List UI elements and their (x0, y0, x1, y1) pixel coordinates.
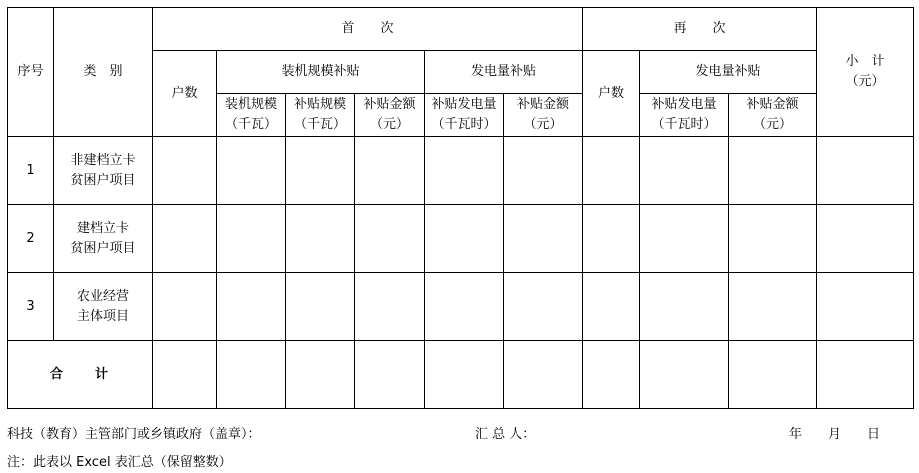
table-row (8, 273, 914, 341)
data-cell[interactable] (729, 205, 817, 273)
data-cell[interactable] (425, 205, 504, 273)
header-first-households: 户数 (153, 51, 217, 137)
total-cell[interactable] (425, 341, 504, 409)
data-cell[interactable] (583, 273, 640, 341)
header-again-power-subsidy-amount: 补贴金额 （元） (729, 94, 817, 137)
total-cell[interactable] (817, 341, 914, 409)
data-cell[interactable] (153, 137, 217, 205)
header-first: 首 次 (153, 8, 583, 51)
footer-date: 年 月 日 (789, 427, 881, 442)
data-cell[interactable] (286, 205, 355, 273)
header-category: 类 别 (54, 8, 153, 137)
data-cell[interactable] (504, 273, 583, 341)
header-seq: 序号 (8, 8, 54, 137)
header-first-power-subsidy-amount: 补贴金额 （元） (504, 94, 583, 137)
data-cell[interactable] (153, 273, 217, 341)
row-category: 农业经营 主体项目 (54, 273, 153, 341)
data-cell[interactable] (817, 137, 914, 205)
total-cell[interactable] (729, 341, 817, 409)
data-cell[interactable] (425, 273, 504, 341)
data-cell[interactable] (286, 273, 355, 341)
row-seq: 2 (8, 205, 54, 273)
footer-dept-seal: 科技（教育）主管部门或乡镇政府（盖章）： (7, 427, 261, 442)
header-again-power-subsidy: 发电量补贴 (640, 51, 817, 94)
data-cell[interactable] (217, 273, 286, 341)
data-cell[interactable] (217, 137, 286, 205)
data-cell[interactable] (583, 137, 640, 205)
total-cell[interactable] (504, 341, 583, 409)
table-row (8, 205, 914, 273)
data-cell[interactable] (217, 205, 286, 273)
row-category: 非建档立卡 贫困户项目 (54, 137, 153, 205)
header-first-power-subsidy: 发电量补贴 (425, 51, 583, 94)
total-cell[interactable] (355, 341, 425, 409)
data-cell[interactable] (355, 273, 425, 341)
row-seq: 1 (8, 137, 54, 205)
data-cell[interactable] (504, 137, 583, 205)
total-cell[interactable] (153, 341, 217, 409)
header-install-subsidy-amount: 补贴金额 （元） (355, 94, 425, 137)
data-cell[interactable] (355, 205, 425, 273)
data-cell[interactable] (640, 137, 729, 205)
total-cell[interactable] (286, 341, 355, 409)
header-again-households: 户数 (583, 51, 640, 137)
table-row (8, 137, 914, 205)
header-installed-capacity: 装机规模 （千瓦） (217, 94, 286, 137)
header-subtotal: 小 计 （元） (817, 8, 914, 137)
total-cell[interactable] (640, 341, 729, 409)
data-cell[interactable] (425, 137, 504, 205)
row-category: 建档立卡 贫困户项目 (54, 205, 153, 273)
subsidy-summary-table (7, 7, 914, 409)
header-first-subsidized-power: 补贴发电量 （千瓦时） (425, 94, 504, 137)
footer-note: 注：此表以 Excel 表汇总（保留整数） (7, 455, 232, 470)
header-subsidized-capacity: 补贴规模 （千瓦） (286, 94, 355, 137)
header-again: 再 次 (583, 8, 817, 51)
total-cell[interactable] (217, 341, 286, 409)
data-cell[interactable] (817, 273, 914, 341)
total-label: 合 计 (8, 341, 153, 409)
header-install-subsidy: 装机规模补贴 (217, 51, 425, 94)
footer-summarizer: 汇 总 人： (475, 427, 536, 442)
data-cell[interactable] (729, 273, 817, 341)
data-cell[interactable] (153, 205, 217, 273)
data-cell[interactable] (355, 137, 425, 205)
total-row (8, 341, 914, 409)
data-cell[interactable] (640, 205, 729, 273)
total-cell[interactable] (583, 341, 640, 409)
data-cell[interactable] (504, 205, 583, 273)
data-cell[interactable] (286, 137, 355, 205)
data-cell[interactable] (817, 205, 914, 273)
data-cell[interactable] (583, 205, 640, 273)
data-cell[interactable] (640, 273, 729, 341)
row-seq: 3 (8, 273, 54, 341)
data-cell[interactable] (729, 137, 817, 205)
header-again-subsidized-power: 补贴发电量 （千瓦时） (640, 94, 729, 137)
